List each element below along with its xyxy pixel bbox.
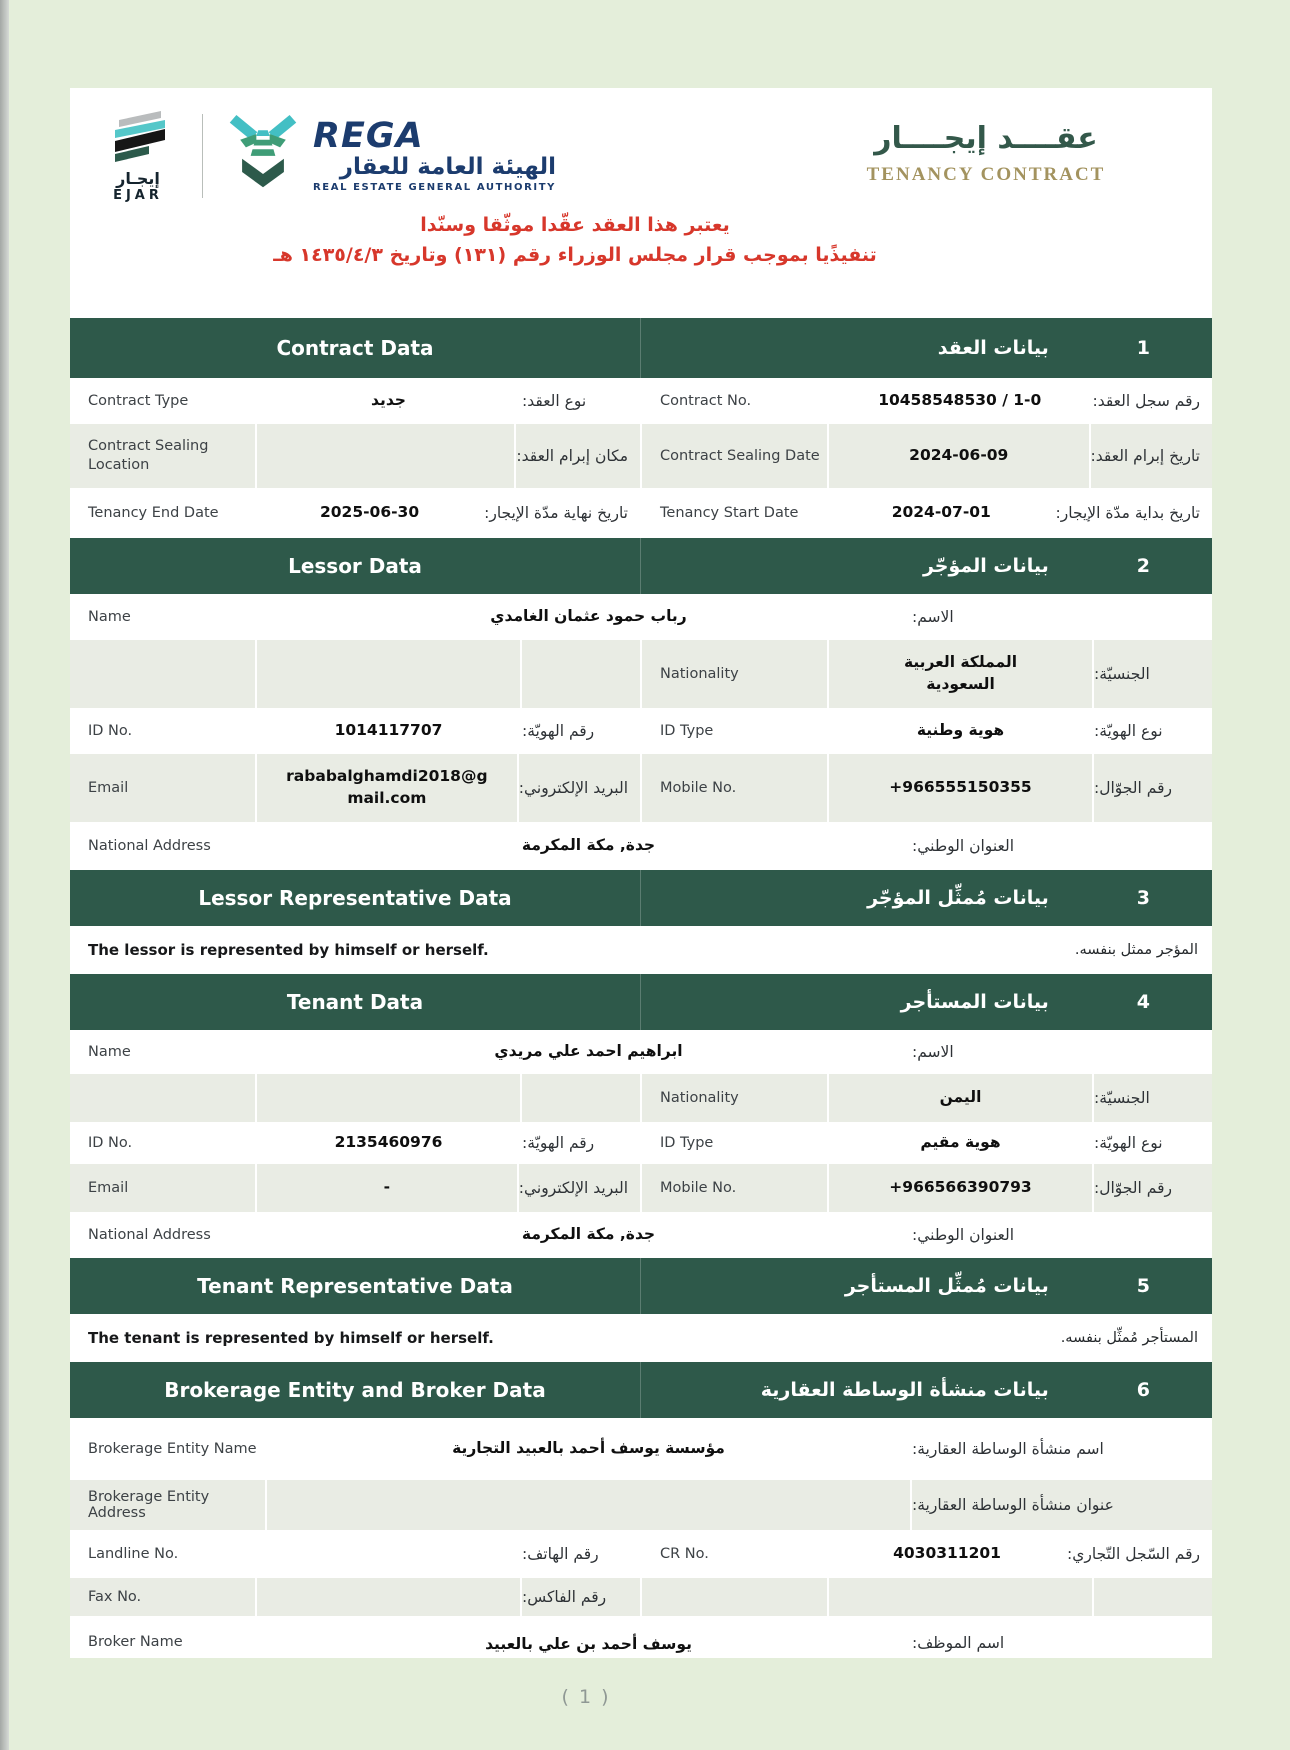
tenant-nationality-label-en: Nationality <box>642 1074 827 1122</box>
landline-value <box>257 1532 520 1576</box>
contract-no-label-en: Contract No. <box>660 392 752 409</box>
sealing-date-value: 2024-06-09 <box>829 424 1089 488</box>
rega-logo-text <box>313 116 556 193</box>
lessor-address-label-ar: العنوان الوطني: <box>912 837 1014 855</box>
end-date-label-en: Tenancy End Date <box>88 504 219 521</box>
tenant-id-no-label-ar: رقم الهويّة: <box>522 1134 595 1152</box>
tenant-email-value: - <box>257 1164 517 1212</box>
tenant-name-label-ar: الاسم: <box>912 1043 954 1061</box>
start-date-label-en: Tenancy Start Date <box>660 504 799 521</box>
empty-cell <box>642 1578 827 1616</box>
rega-logo <box>225 111 556 201</box>
section6-title-en: Brokerage Entity and Broker Data <box>164 1378 546 1402</box>
lessor-id-no-label-ar: رقم الهويّة: <box>522 722 595 740</box>
section2-number: 2 <box>1136 555 1150 577</box>
tenant-mobile-label-ar: رقم الجوّال: <box>1094 1164 1212 1212</box>
section5-title-ar: بيانات مُمثِّل المستأجر <box>844 1275 1049 1297</box>
row-lessor-name <box>70 596 1212 638</box>
lessor-address-label-en: National Address <box>88 838 211 854</box>
row-fax <box>70 1578 1212 1616</box>
section3-band <box>70 870 1212 926</box>
tenant-rep-note-ar: المستأجر مُمثِّل بنفسه. <box>1060 1330 1198 1346</box>
lessor-id-type-value: هوية وطنية <box>916 721 1005 740</box>
row-tenant-id <box>70 1124 1212 1162</box>
contract-title-arabic: عقــــد إيجــــار <box>874 121 1098 156</box>
row-tenant-name <box>70 1032 1212 1072</box>
landline-label-en: Landline No. <box>88 1545 179 1562</box>
empty-cell <box>522 1074 640 1122</box>
row-tenant-contact <box>70 1164 1212 1212</box>
section6-title-ar: بيانات منشأة الوساطة العقارية <box>760 1379 1049 1401</box>
tenant-id-no-value: 2135460976 <box>334 1133 443 1152</box>
fax-label-ar: رقم الفاكس: <box>522 1578 640 1616</box>
tenant-id-type-label-en: ID Type <box>660 1134 714 1151</box>
start-date-value: 2024-07-01 <box>891 503 991 522</box>
section1-number: 1 <box>1136 337 1150 359</box>
section5-number: 5 <box>1136 1275 1150 1297</box>
empty-cell <box>257 640 520 708</box>
row-landline-cr <box>70 1532 1212 1576</box>
section1-title-en: Contract Data <box>276 336 434 360</box>
row-lessor-id <box>70 710 1212 752</box>
end-date-value: 2025-06-30 <box>319 503 420 522</box>
rega-english-name: REAL ESTATE GENERAL AUTHORITY <box>313 181 556 193</box>
section2-band <box>70 538 1212 594</box>
legal-note-line1: يعتبر هذا العقد عقّدا موثّقا وسنّدا <box>420 214 730 236</box>
row-brokerage-address <box>70 1480 1212 1530</box>
fax-label-en: Fax No. <box>70 1578 255 1616</box>
tenant-email-label-en: Email <box>70 1164 255 1212</box>
section1-title-ar: بيانات العقد <box>937 337 1049 359</box>
row-lessor-contact <box>70 754 1212 822</box>
row-lessor-address <box>70 824 1212 868</box>
lessor-id-no-value: 1014117707 <box>334 721 443 740</box>
contract-type-label-ar: نوع العقد: <box>522 392 587 410</box>
row-broker-name <box>70 1618 1212 1658</box>
page-number: ( 1 ) <box>561 1686 611 1708</box>
brokerage-address-value <box>267 1480 910 1530</box>
contract-no-label-ar: رقم سجل العقد: <box>1092 392 1200 410</box>
start-date-label-ar: تاريخ بداية مدّة الإيجار: <box>1055 504 1200 522</box>
section4-title-ar: بيانات المستأجر <box>900 991 1049 1013</box>
sealing-location-value <box>257 424 514 488</box>
rega-arabic-name: الهيئة العامة للعقار <box>339 154 556 181</box>
section5-band <box>70 1258 1212 1314</box>
sealing-date-label-ar: تاريخ إبرام العقد: <box>1091 424 1212 488</box>
tenant-id-type-label-ar: نوع الهويّة: <box>1094 1134 1163 1152</box>
lessor-id-no-label-en: ID No. <box>88 722 133 739</box>
lessor-address-value: جدة, مكة المكرمة <box>521 836 656 855</box>
section3-title-ar: بيانات مُمثِّل المؤجّر <box>867 887 1049 909</box>
tenant-name-value: ابراهيم احمد علي مريدي <box>494 1042 683 1061</box>
section2-title-en: Lessor Data <box>288 554 422 578</box>
fax-value <box>257 1578 520 1616</box>
tenant-address-label-ar: العنوان الوطني: <box>912 1226 1014 1244</box>
lessor-rep-note-ar: المؤجر ممثل بنفسه. <box>1074 942 1198 958</box>
lessor-name-label-ar: الاسم: <box>912 608 954 626</box>
lessor-name-value: رباب حمود عثمان الغامدي <box>490 607 687 626</box>
contract-type-label-en: Contract Type <box>88 392 189 409</box>
sealing-location-label-en: Contract Sealing Location <box>70 424 255 488</box>
lessor-id-type-label-en: ID Type <box>660 722 714 739</box>
cr-no-label-en: CR No. <box>660 1545 709 1562</box>
lessor-nationality-value: المملكة العربية السعودية <box>829 640 1092 708</box>
cr-no-value: 4030311201 <box>893 1544 1001 1563</box>
broker-name-value: يوسف أحمد بن علي بالعبيد <box>485 1635 692 1653</box>
legal-note <box>70 210 1080 270</box>
contract-no-value: 10458548530 / 1-0 <box>878 391 1042 410</box>
contract-type-value: جديد <box>371 391 406 410</box>
tenant-mobile-label-en: Mobile No. <box>642 1164 827 1212</box>
lessor-email-label-en: Email <box>70 754 255 822</box>
section6-number: 6 <box>1136 1379 1150 1401</box>
page-footer <box>70 1686 1212 1708</box>
ejar-logo-arabic: إيجـار <box>116 169 160 188</box>
ejar-logo-latin: EJAR <box>113 188 163 203</box>
row-tenancy-dates <box>70 490 1212 536</box>
ejar-flag-icon <box>107 109 169 167</box>
broker-name-label-en: Broker Name <box>88 1634 183 1650</box>
broker-name-label-ar: اسم الموظف: <box>912 1634 1005 1652</box>
tenant-rep-note-en: The tenant is represented by himself or herself. <box>88 1329 494 1347</box>
lessor-mobile-value: +966555150355 <box>829 754 1092 822</box>
logo-group <box>96 106 556 206</box>
lessor-mobile-label-en: Mobile No. <box>642 754 827 822</box>
sealing-location-label-ar: مكان إبرام العقد: <box>516 424 640 488</box>
tenant-id-type-value: هوية مقيم <box>920 1133 1001 1152</box>
rega-wordmark: REGA <box>313 116 424 157</box>
lessor-name-label-en: Name <box>88 609 131 625</box>
landline-label-ar: رقم الهاتف: <box>522 1545 599 1563</box>
brokerage-address-label-en: Brokerage Entity Address <box>70 1480 265 1530</box>
sealing-date-label-en: Contract Sealing Date <box>642 424 827 488</box>
contract-title-block <box>856 106 1116 206</box>
tenant-mobile-value: +966566390793 <box>829 1164 1092 1212</box>
row-tenant-address <box>70 1214 1212 1256</box>
lessor-email-value: rababalghamdi2018@gmail.com <box>257 754 517 822</box>
section3-title-en: Lessor Representative Data <box>198 886 512 910</box>
document-header <box>70 88 1212 206</box>
contract-title-english: TENANCY CONTRACT <box>866 163 1106 185</box>
brokerage-name-label-en: Brokerage Entity Name <box>88 1441 257 1457</box>
row-sealing <box>70 424 1212 488</box>
brokerage-name-label-ar: اسم منشأة الوساطة العقارية: <box>912 1440 1104 1458</box>
section3-number: 3 <box>1136 887 1150 909</box>
tenant-address-value: جدة, مكة المكرمة <box>521 1225 656 1244</box>
lessor-representative-note <box>70 928 1212 972</box>
section4-band <box>70 974 1212 1030</box>
empty-cell <box>829 1578 1092 1616</box>
brokerage-name-value: مؤسسة يوسف أحمد بالعبيد التجارية <box>452 1439 725 1458</box>
rega-palm-icon <box>225 111 301 201</box>
row-tenant-nationality <box>70 1074 1212 1122</box>
section6-band <box>70 1362 1212 1418</box>
lessor-email-label-ar: البريد الإلكتروني: <box>519 754 640 822</box>
empty-cell <box>257 1074 520 1122</box>
row-contract-type-no <box>70 380 1212 422</box>
lessor-id-type-label-ar: نوع الهويّة: <box>1094 722 1163 740</box>
section4-title-en: Tenant Data <box>286 990 424 1014</box>
cr-no-label-ar: رقم السّجل التّجاري: <box>1067 1545 1200 1563</box>
brokerage-address-label-ar: عنوان منشأة الوساطة العقارية: <box>912 1480 1212 1530</box>
empty-cell <box>522 640 640 708</box>
section2-title-ar: بيانات المؤجّر <box>922 555 1049 577</box>
tenant-nationality-value: اليمن <box>829 1074 1092 1122</box>
lessor-nationality-label-ar: الجنسيّة: <box>1094 640 1212 708</box>
tenant-nationality-label-ar: الجنسيّة: <box>1094 1074 1212 1122</box>
tenant-name-label-en: Name <box>88 1044 131 1060</box>
lessor-nationality-label-en: Nationality <box>642 640 827 708</box>
row-brokerage-name <box>70 1420 1212 1478</box>
section1-band <box>70 318 1212 378</box>
tenant-email-label-ar: البريد الإلكتروني: <box>519 1164 640 1212</box>
lessor-mobile-label-ar: رقم الجوّال: <box>1094 754 1212 822</box>
legal-note-line2: تنفيذًيا بموجب قرار مجلس الوزراء رقم (١٣١) وتاريخ ١٤٣٥/٤/٣ هـ <box>273 244 877 266</box>
empty-cell <box>70 1074 255 1122</box>
section5-title-en: Tenant Representative Data <box>197 1274 513 1298</box>
viewer-edge-strip <box>0 0 9 1750</box>
tenant-address-label-en: National Address <box>88 1227 211 1243</box>
section4-number: 4 <box>1136 991 1150 1013</box>
row-lessor-nationality <box>70 640 1212 708</box>
tenant-id-no-label-en: ID No. <box>88 1134 133 1151</box>
lessor-rep-note-en: The lessor is represented by himself or herself. <box>88 941 489 959</box>
end-date-label-ar: تاريخ نهاية مدّة الإيجار: <box>484 504 628 522</box>
tenant-representative-note <box>70 1316 1212 1360</box>
empty-cell <box>1094 1578 1212 1616</box>
ejar-logo <box>96 109 180 203</box>
logo-divider <box>202 114 203 198</box>
empty-cell <box>70 640 255 708</box>
contract-page <box>70 88 1212 1658</box>
